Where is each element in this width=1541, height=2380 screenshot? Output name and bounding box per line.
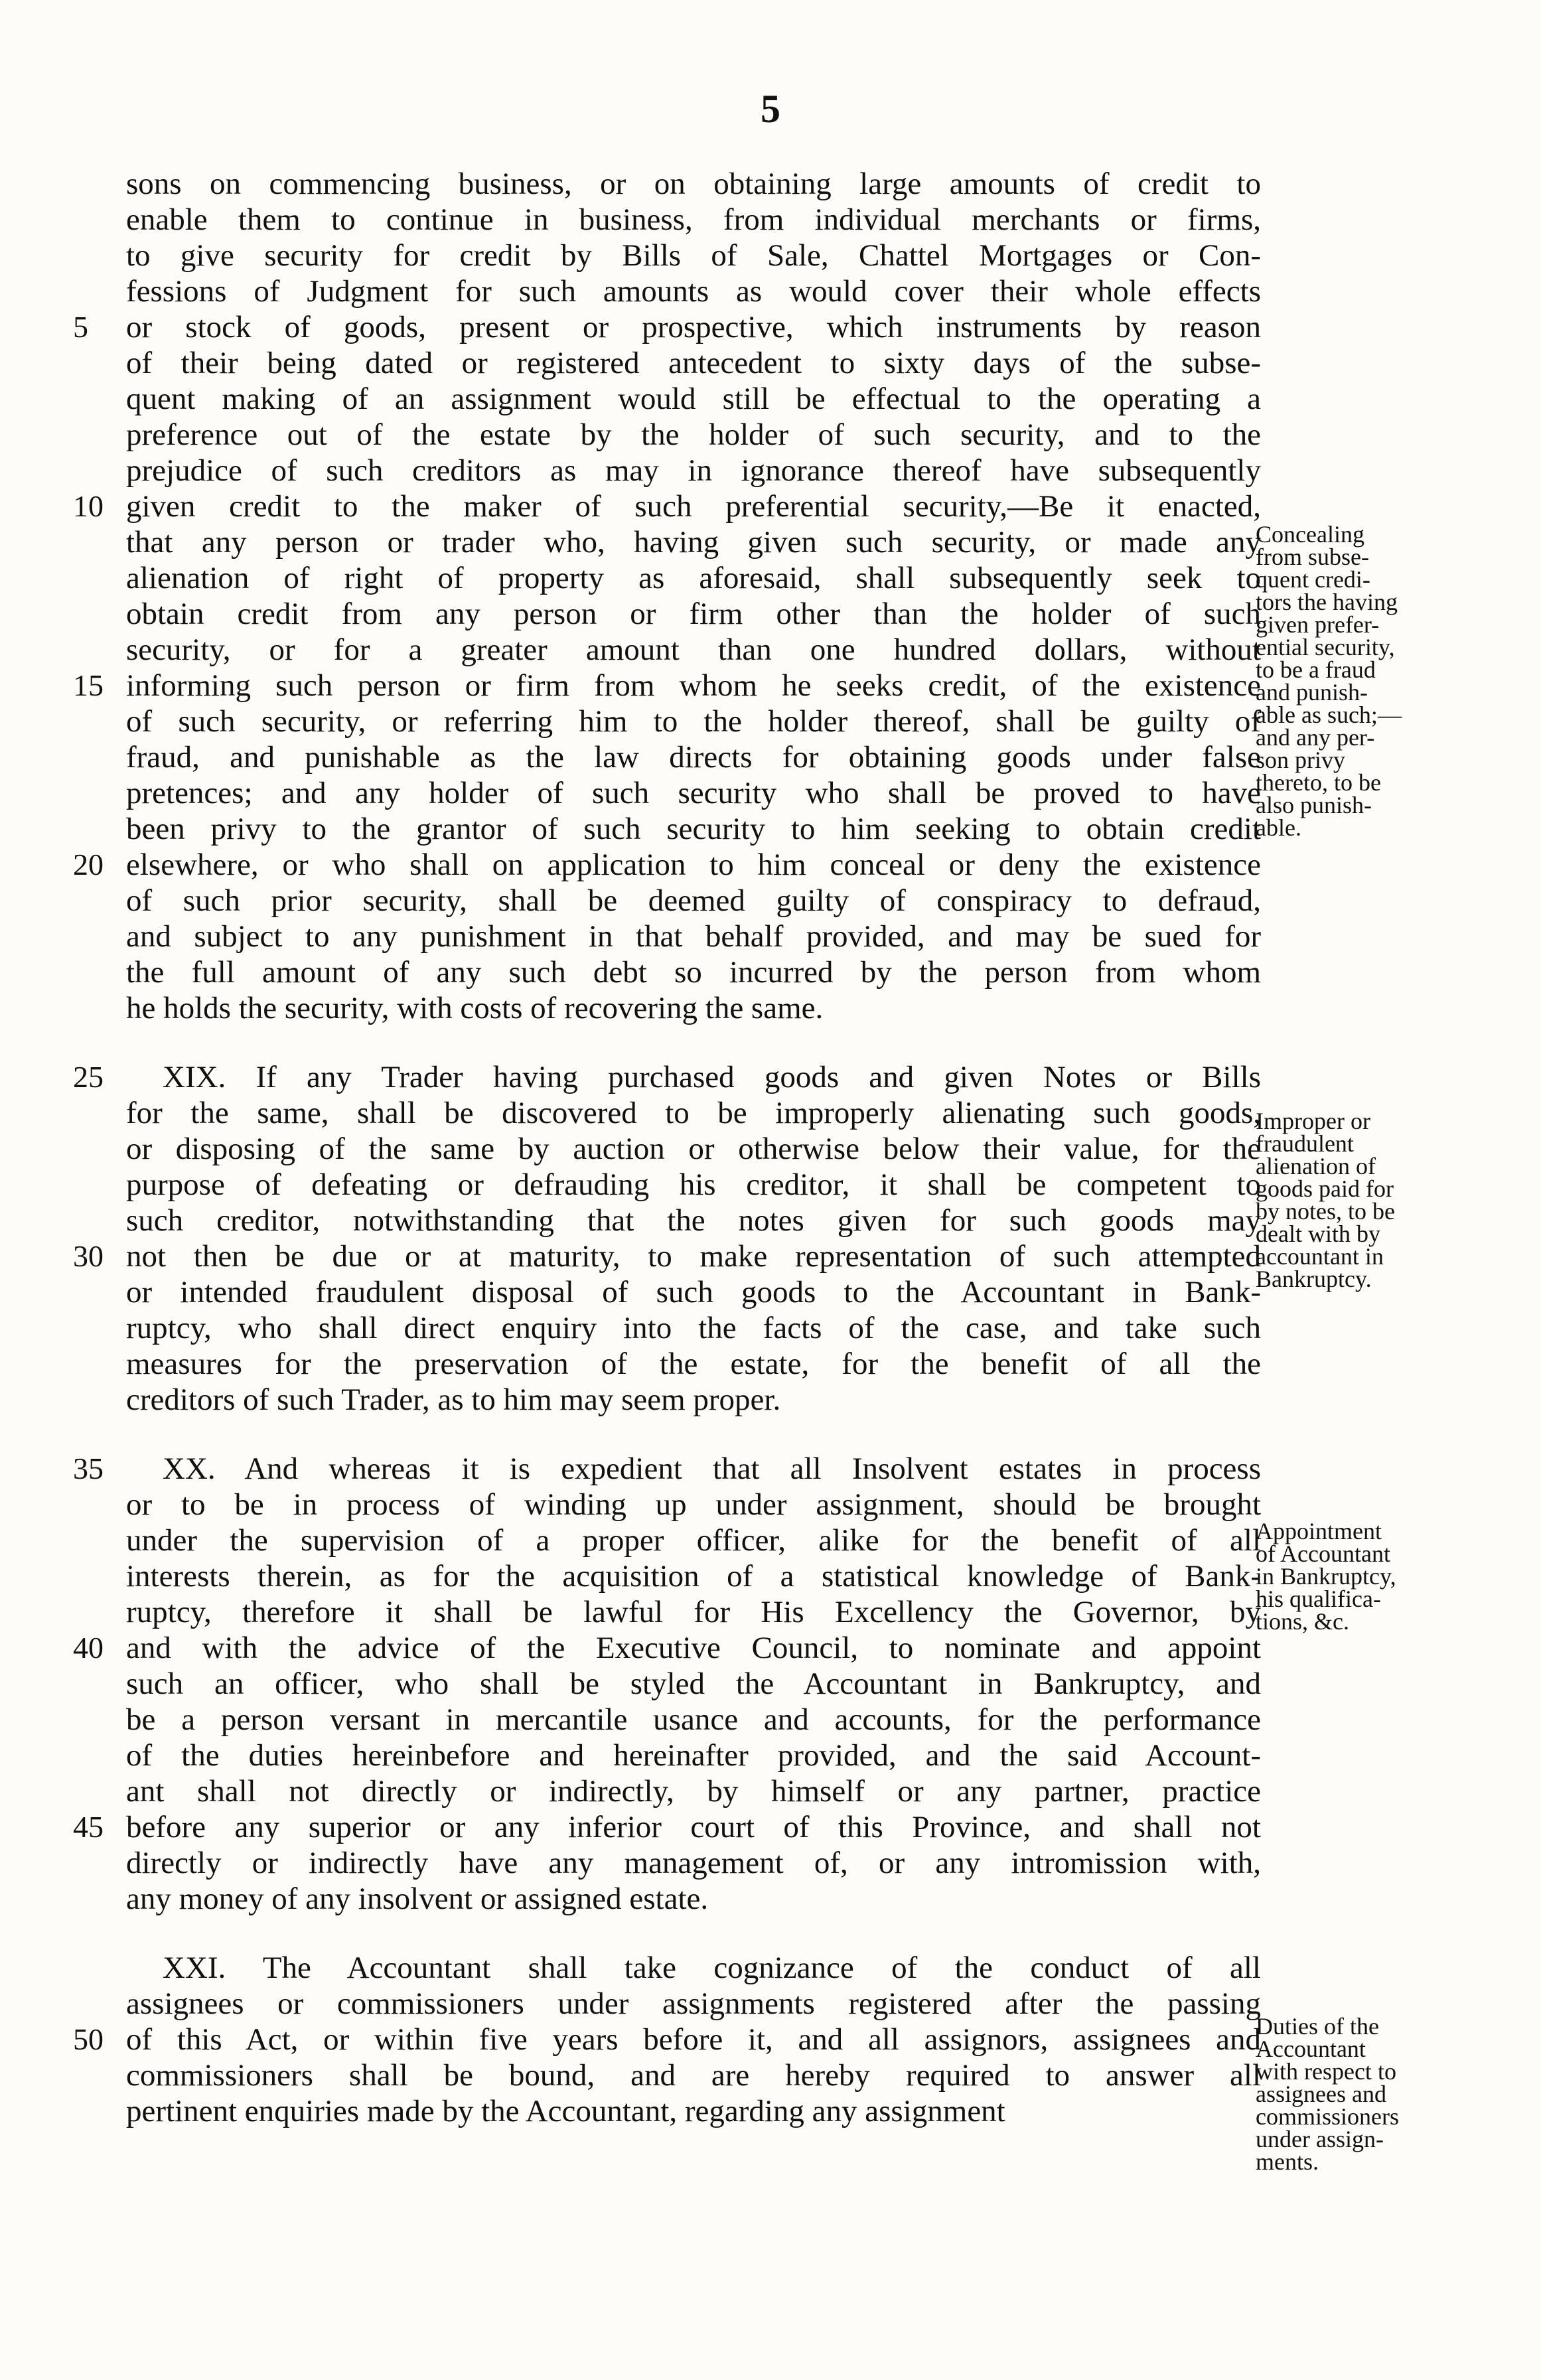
line-text: quent making of an assignment would still be effectual to the operating a <box>126 382 1261 416</box>
marginal-note-line: also punish- <box>1256 792 1372 818</box>
line-number: 45 <box>73 1810 104 1844</box>
text-line <box>126 202 1261 238</box>
marginal-note-line: able as such;— <box>1256 702 1402 728</box>
text-line <box>126 345 1261 381</box>
line-number: 15 <box>73 668 104 702</box>
marginal-note-line: and punish- <box>1256 679 1368 706</box>
line-text: any money of any insolvent or assigned estate. <box>126 1882 709 1916</box>
line-text: such creditor, notwithstanding that the notes given for such goods may <box>126 1203 1261 1238</box>
line-text: be a person versant in mercantile usance and accounts, for the performance <box>126 1702 1261 1737</box>
line-text: XIX. If any Trader having purchased goods and given Notes or Bills <box>163 1060 1261 1094</box>
marginal-note-line: by notes, to be <box>1256 1198 1395 1225</box>
text-line <box>126 1167 1261 1203</box>
text-line <box>126 1666 1261 1702</box>
line-text: XXI. The Accountant shall take cognizance of the conduct of all <box>163 1951 1261 1985</box>
text-line <box>73 1059 1261 1095</box>
text-line <box>126 954 1261 990</box>
line-text: such an officer, who shall be styled the Accountant in Bankruptcy, and <box>126 1667 1261 1701</box>
text-line <box>126 1594 1261 1630</box>
line-text: assignees or commissioners under assignments registered after the passing <box>126 1986 1261 2021</box>
marginal-note-line: in Bankruptcy, <box>1256 1563 1396 1590</box>
text-line <box>126 1346 1261 1382</box>
line-text: for the same, shall be discovered to be improperly alienating such goods, <box>126 1096 1261 1130</box>
line-number: 35 <box>73 1451 104 1485</box>
text-line <box>73 2022 1261 2057</box>
text-line <box>126 238 1261 273</box>
paragraph <box>73 1451 1261 1917</box>
line-text: purpose of defeating or defrauding his creditor, it shall be competent to <box>126 1167 1261 1202</box>
text-line <box>126 632 1261 668</box>
line-text: alienation of right of property as aforesaid, shall subsequently seek to <box>126 561 1261 595</box>
line-text: creditors of such Trader, as to him may seem proper. <box>126 1382 781 1417</box>
line-text: under the supervision of a proper officer, alike for the benefit of all <box>126 1523 1261 1558</box>
line-text: pertinent enquiries made by the Accountant, regarding any assignment <box>126 2094 1005 2128</box>
text-line <box>126 417 1261 453</box>
text-line <box>126 166 1261 202</box>
text-line <box>126 1738 1261 1773</box>
line-text: preference out of the estate by the holder of such security, and to the <box>126 417 1261 452</box>
line-text: he holds the security, with costs of recovering the same. <box>126 991 824 1025</box>
marginal-note-line: alienation of <box>1256 1153 1376 1179</box>
line-text: informing such person or firm from whom he seeks credit, of the existence <box>126 668 1261 703</box>
line-text: or disposing of the same by auction or otherwise below their value, for the <box>126 1132 1261 1166</box>
marginal-note-line: Duties of the <box>1256 2013 1379 2040</box>
text-line <box>73 1630 1261 1666</box>
marginal-note-line: dealt with by <box>1256 1221 1380 1247</box>
line-number: 30 <box>73 1239 104 1273</box>
marginal-note-line: Concealing <box>1256 521 1364 548</box>
text-line <box>126 2093 1261 2129</box>
line-number: 40 <box>73 1631 104 1665</box>
text-line <box>126 1558 1261 1594</box>
paragraph-gap <box>126 1917 1261 1950</box>
marginal-note-line: and any per- <box>1256 724 1375 751</box>
marginal-note-line: quent credi- <box>1256 566 1370 593</box>
line-text: ruptcy, who shall direct enquiry into the facts of the case, and take such <box>126 1311 1261 1345</box>
text-line <box>73 1451 1261 1487</box>
text-line <box>126 1523 1261 1558</box>
line-text: of such prior security, shall be deemed guilty of conspiracy to defraud, <box>126 883 1261 918</box>
text-line <box>126 1986 1261 2022</box>
marginal-note-line: assignees and <box>1256 2081 1386 2107</box>
text-line <box>126 560 1261 596</box>
marginal-note-line: with respect to <box>1256 2058 1396 2085</box>
text-line <box>126 919 1261 954</box>
line-text: ant shall not directly or indirectly, by himself or any partner, practice <box>126 1774 1261 1809</box>
marginal-note-line: goods paid for <box>1256 1175 1394 1202</box>
marginal-note-line: commissioners <box>1256 2103 1399 2130</box>
line-text: commissioners shall be bound, and are hereby required to answer all <box>126 2058 1261 2093</box>
line-text: and subject to any punishment in that behalf provided, and may be sued for <box>126 919 1261 954</box>
line-text: or stock of goods, present or prospective, which instruments by reason <box>126 310 1261 344</box>
page-number: 5 <box>761 87 780 131</box>
marginal-note-1 <box>1256 523 1448 839</box>
marginal-note-line: of Accountant <box>1256 1540 1390 1567</box>
paragraph <box>73 1059 1261 1418</box>
text-line <box>126 524 1261 560</box>
marginal-note-line: able. <box>1256 814 1301 841</box>
marginal-note-line: accountant in <box>1256 1243 1384 1270</box>
line-text: prejudice of such creditors as may in ignorance thereof have subsequently <box>126 453 1261 488</box>
text-line <box>126 1773 1261 1809</box>
marginal-note-line: given prefer- <box>1256 611 1380 638</box>
marginal-note-line: Appointment <box>1256 1518 1382 1544</box>
text-line <box>73 488 1261 524</box>
text-line <box>126 1881 1261 1917</box>
main-text <box>73 166 1261 2129</box>
text-line <box>126 739 1261 775</box>
line-text: of this Act, or within five years before it, and all assignors, assignees and <box>126 2022 1261 2057</box>
marginal-note-4 <box>1256 2015 1448 2173</box>
line-text: of such security, or referring him to the holder thereof, shall be guilty of <box>126 704 1261 739</box>
line-text: and with the advice of the Executive Council, to nominate and appoint <box>126 1631 1261 1665</box>
line-text: or to be in process of winding up under assignment, should be brought <box>126 1487 1261 1522</box>
line-text: measures for the preservation of the estate, for the benefit of all the <box>126 1347 1261 1381</box>
text-line <box>126 1487 1261 1523</box>
text-line <box>126 1203 1261 1238</box>
text-line <box>73 1238 1261 1274</box>
marginal-note-line: ential security, <box>1256 634 1395 660</box>
line-text: before any superior or any inferior court of this Province, and shall not <box>126 1810 1261 1844</box>
line-number: 5 <box>73 310 88 344</box>
line-text: obtain credit from any person or firm other than the holder of such <box>126 597 1261 631</box>
text-line <box>126 273 1261 309</box>
text-line <box>126 1274 1261 1310</box>
text-line <box>126 1095 1261 1131</box>
line-text: not then be due or at maturity, to make representation of such attempted <box>126 1239 1261 1274</box>
marginal-note-line: thereto, to be <box>1256 769 1381 796</box>
marginal-note-line: under assign- <box>1256 2126 1384 2152</box>
text-line <box>126 775 1261 811</box>
line-number: 20 <box>73 848 104 881</box>
line-text: of the duties hereinbefore and hereinafter provided, and the said Account- <box>126 1738 1261 1773</box>
line-text: of their being dated or registered antecedent to sixty days of the subse- <box>126 346 1261 380</box>
line-text: or intended fraudulent disposal of such goods to the Accountant in Bank- <box>126 1275 1261 1309</box>
paragraph <box>73 1950 1261 2129</box>
text-line <box>126 883 1261 919</box>
line-text: that any person or trader who, having given such security, or made any <box>126 525 1261 559</box>
marginal-note-line: fraudulent <box>1256 1130 1354 1157</box>
line-text: been privy to the grantor of such security to him seeking to obtain credit <box>126 812 1261 846</box>
line-text: fraud, and punishable as the law directs for obtaining goods under false <box>126 740 1261 775</box>
marginal-note-line: Bankruptcy. <box>1256 1266 1372 1292</box>
line-text: enable them to continue in business, from individual merchants or firms, <box>126 202 1261 237</box>
marginal-note-line: his qualifica- <box>1256 1586 1381 1612</box>
text-line <box>126 596 1261 632</box>
marginal-note-line: from subse- <box>1256 544 1369 570</box>
marginal-note-line: to be a fraud <box>1256 656 1376 683</box>
text-line <box>126 1845 1261 1881</box>
text-line <box>126 990 1261 1026</box>
text-line <box>126 381 1261 417</box>
text-line <box>126 453 1261 488</box>
line-text: to give security for credit by Bills of Sale, Chattel Mortgages or Con- <box>126 238 1261 273</box>
line-text: security, or for a greater amount than one hundred dollars, without <box>126 632 1261 667</box>
line-text: sons on commencing business, or on obtaining large amounts of credit to <box>126 167 1261 201</box>
marginal-note-line: ments. <box>1256 2148 1319 2175</box>
line-text: the full amount of any such debt so incurred by the person from whom <box>126 955 1261 990</box>
line-number: 10 <box>73 489 104 523</box>
marginal-note-2 <box>1256 1110 1448 1290</box>
marginal-note-line: Accountant <box>1256 2036 1366 2062</box>
line-text: given credit to the maker of such preferential security,—Be it enacted, <box>126 489 1261 524</box>
text-line <box>126 1950 1261 1986</box>
text-line <box>126 811 1261 847</box>
line-text: XX. And whereas it is expedient that all Insolvent estates in process <box>163 1451 1261 1486</box>
line-text: fessions of Judgment for such amounts as would cover their whole effects <box>126 274 1261 309</box>
line-text: ruptcy, therefore it shall be lawful for His Excellency the Governor, by <box>126 1595 1261 1629</box>
text-line <box>126 1310 1261 1346</box>
text-line <box>126 1131 1261 1167</box>
paragraph <box>73 166 1261 1026</box>
text-line <box>126 704 1261 739</box>
line-text: elsewhere, or who shall on application to him conceal or deny the existence <box>126 848 1261 882</box>
text-line <box>73 847 1261 883</box>
text-line <box>126 2057 1261 2093</box>
marginal-note-line: son privy <box>1256 747 1345 773</box>
text-line <box>73 309 1261 345</box>
text-line <box>126 1382 1261 1418</box>
line-number: 25 <box>73 1060 104 1094</box>
paragraph-gap <box>126 1418 1261 1451</box>
marginal-note-line: tions, &c. <box>1256 1608 1349 1635</box>
marginal-note-line: tors the having <box>1256 589 1398 615</box>
text-line <box>73 668 1261 704</box>
text-line <box>73 1809 1261 1845</box>
line-text: pretences; and any holder of such security who shall be proved to have <box>126 776 1261 810</box>
line-number: 50 <box>73 2022 104 2056</box>
line-text: interests therein, as for the acquisition of a statistical knowledge of Bank- <box>126 1559 1261 1594</box>
paragraph-gap <box>126 1026 1261 1059</box>
text-line <box>126 1702 1261 1738</box>
line-text: directly or indirectly have any management of, or any intromission with, <box>126 1846 1261 1880</box>
marginal-note-line: Improper or <box>1256 1108 1370 1134</box>
marginal-note-3 <box>1256 1520 1448 1633</box>
